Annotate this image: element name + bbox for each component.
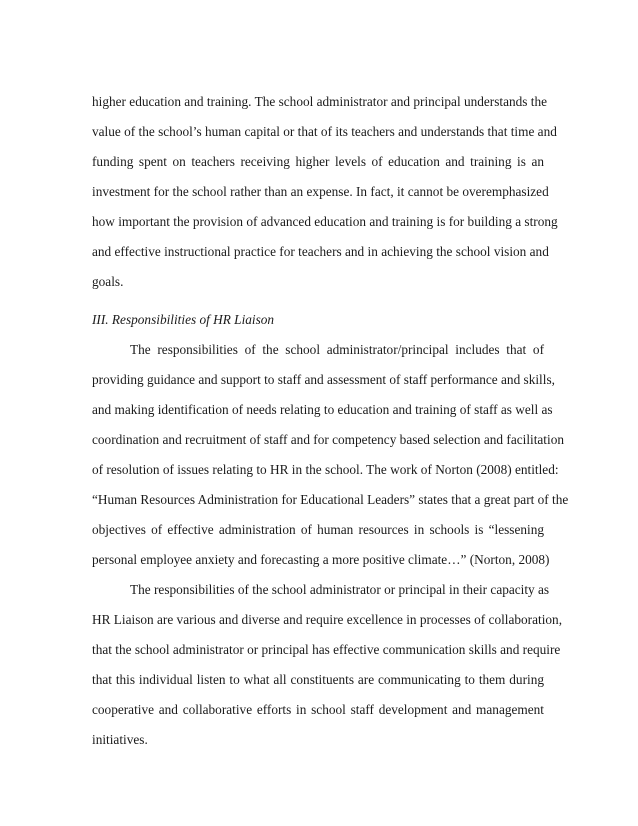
paragraph-2-line-8: personal employee anxiety and forecasting a more positive climate…” (Norton, 2008) [92,552,550,567]
paragraph-3-line-5: cooperative and collaborative efforts in school staff development and management [92,702,544,717]
paragraph-2-line-7: objectives of effective administration of human resources in schools is “lessening [92,522,544,537]
paragraph-1-line-3: funding spent on teachers receiving higher levels of education and training is an [92,154,544,169]
section-heading: III. Responsibilities of HR Liaison [92,312,275,327]
paragraph-2-line-4: coordination and recruitment of staff and for competency based selection and facilitation [92,432,564,447]
paragraph-1-line-2: value of the school’s human capital or that of its teachers and understands that time and [92,124,557,139]
paragraph-3-line-4: that this individual listen to what all constituents are communicating to them during [92,672,544,687]
paragraph-3-line-2: HR Liaison are various and diverse and require excellence in processes of collaboration, [92,612,563,627]
paragraph-1-line-7: goals. [92,274,124,289]
paragraph-1-line-4: investment for the school rather than an expense. In fact, it cannot be overemphasized [92,184,549,199]
paragraph-2-line-3: and making identification of needs relating to education and training of staff as well as [92,402,553,417]
paragraph-3-line-1: The responsibilities of the school administrator or principal in their capacity as [130,582,550,597]
paragraph-1-line-5: how important the provision of advanced education and training is for building a strong [92,214,558,229]
paragraph-2-line-1: The responsibilities of the school administrator/principal includes that of [130,342,544,357]
paragraph-2-line-6: “Human Resources Administration for Educational Leaders” states that a great part of the [92,492,569,507]
paragraph-1-line-1: higher education and training. The school administrator and principal understands the [92,94,548,109]
paragraph-3-line-6: initiatives. [92,732,148,747]
paragraph-1-line-6: and effective instructional practice for teachers and in achieving the school vision and [92,244,549,259]
paragraph-2-line-5: of resolution of issues relating to HR in the school. The work of Norton (2008) entitled: [92,462,559,477]
paragraph-3-line-3: that the school administrator or principal has effective communication skills and require [92,642,561,657]
paragraph-2-line-2: providing guidance and support to staff and assessment of staff performance and skills, [92,372,555,387]
